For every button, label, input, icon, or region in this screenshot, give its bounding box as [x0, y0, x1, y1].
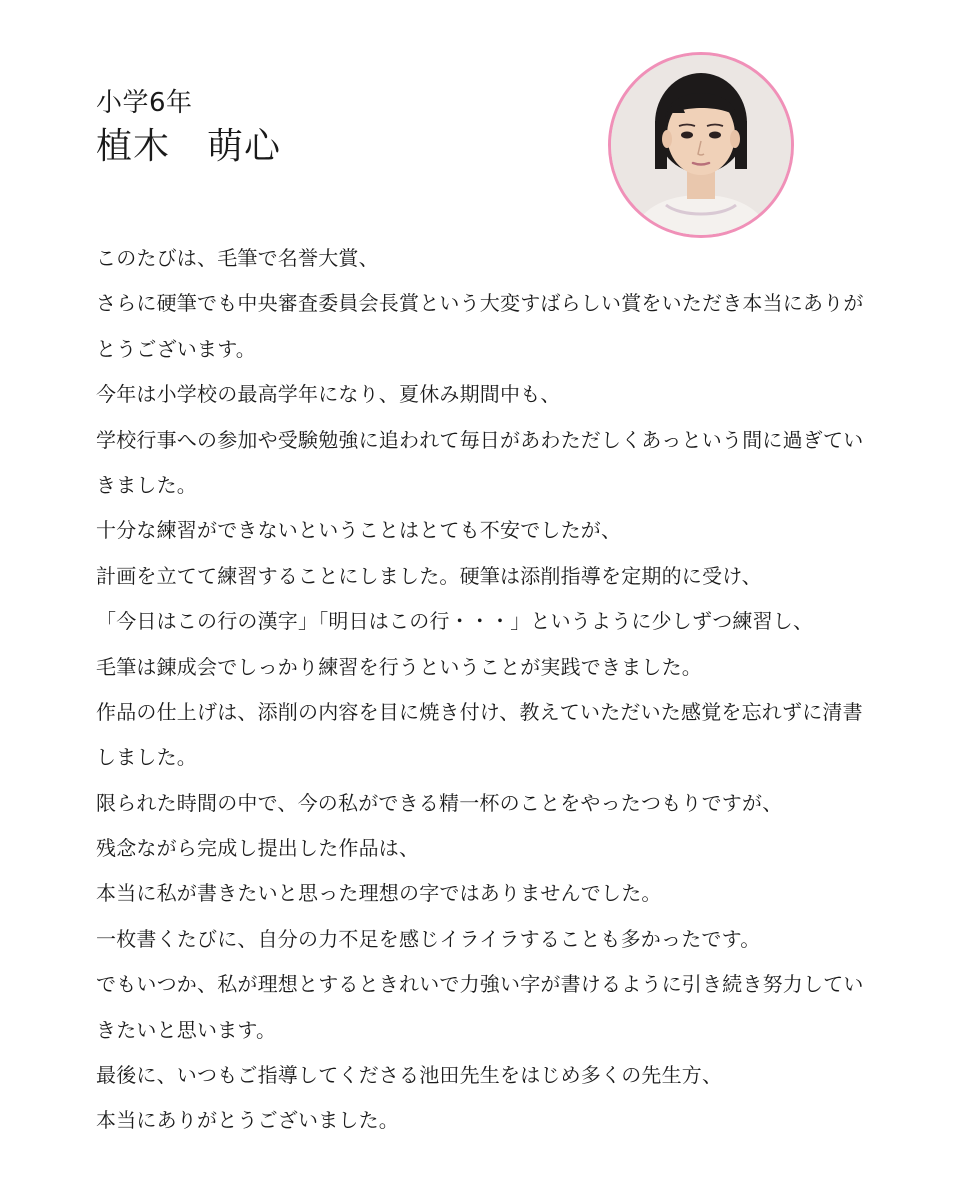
message-line: 計画を立てて練習することにしました。硬筆は添削指導を定期的に受け、 [96, 563, 762, 588]
message-body [96, 236, 896, 1144]
message-line: 本当に私が書きたいと思った理想の字ではありませんでした。 [96, 881, 662, 906]
message-line: このたびは、毛筆で名誉大賞、 [96, 246, 379, 270]
student-grade: 小学6年 [96, 88, 193, 118]
message-line: 十分な練習ができないということはとても不安でしたが、 [96, 518, 622, 543]
student-photo [608, 52, 794, 238]
message-line: でもいつか、私が理想とするときれいで力強い字が書けるように引き続き努力してい [96, 972, 864, 997]
message-line: きたいと思います。 [96, 1017, 277, 1042]
message-line: 学校行事への参加や受験勉強に追われて毎日があわただしくあっという間に過ぎてい [96, 427, 864, 452]
message-line: 作品の仕上げは、添削の内容を目に焼き付け、教えていただいた感覚を忘れずに清書 [96, 699, 863, 724]
message-line: 限られた時間の中で、今の私ができる精一杯のことをやったつもりですが、 [96, 790, 783, 815]
portrait-image [611, 55, 791, 235]
message-line: とうございます。 [96, 336, 256, 361]
message-line: 今年は小学校の最高学年になり、夏休み期間中も、 [96, 382, 561, 407]
message-line: 最後に、いつもご指導してくださる池田先生をはじめ多くの先生方、 [96, 1063, 723, 1088]
message-line: 「今日はこの行の漢字」「明日はこの行・・・」というように少しずつ練習し、 [96, 609, 814, 634]
message-line: 本当にありがとうございました。 [96, 1108, 399, 1133]
message-line: さらに硬筆でも中央審査委員会長賞という大変すばらしい賞をいただき本当にありが [96, 291, 864, 316]
message-line: きました。 [96, 472, 197, 497]
message-line: 毛筆は錬成会でしっかり練習を行うということが実践できました。 [96, 654, 702, 679]
message-line: 残念ながら完成し提出した作品は、 [96, 836, 420, 861]
student-name: 植木 萌心 [96, 126, 282, 167]
student-header [96, 86, 281, 170]
message-line: 一枚書くたびに、自分の力不足を感じイライラすることも多かったです。 [96, 926, 761, 951]
message-line: しました。 [96, 745, 197, 770]
